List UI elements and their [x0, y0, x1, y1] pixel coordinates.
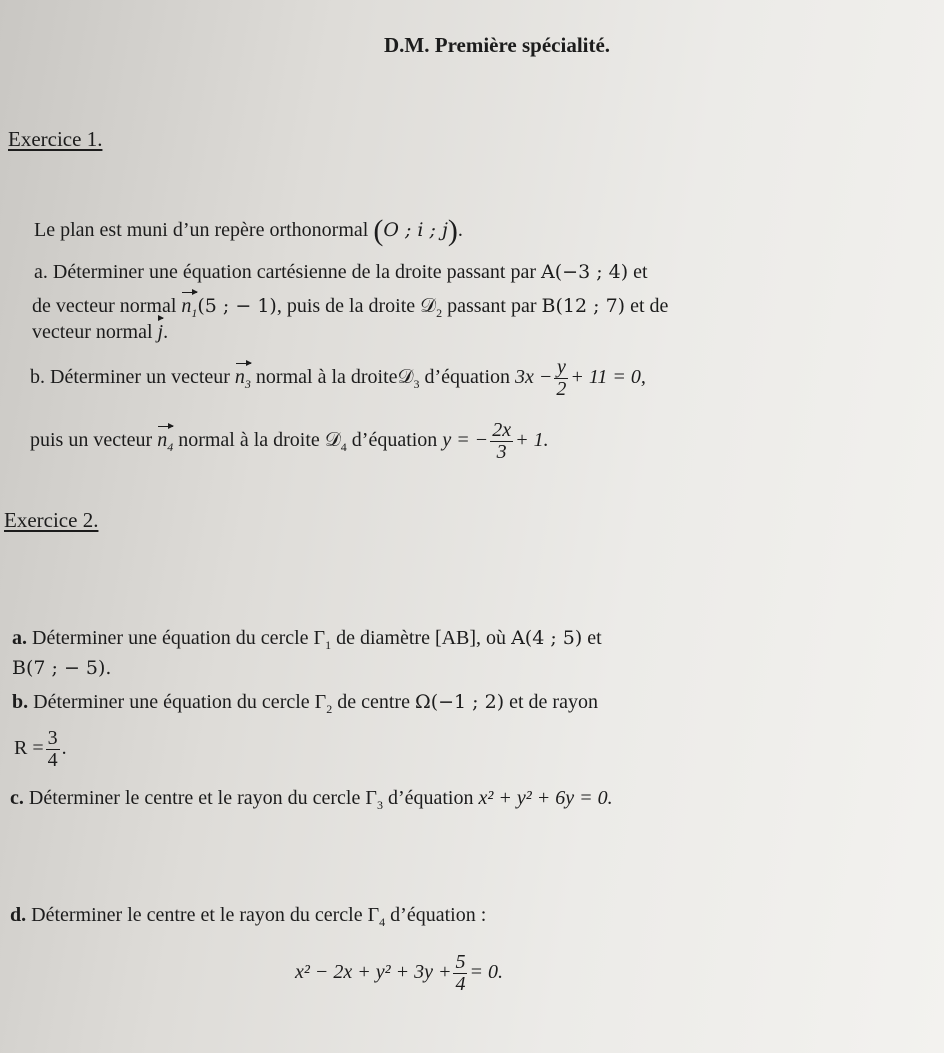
ex1-a-text2a: de vecteur normal	[32, 295, 177, 317]
vector-n1: $n_1$	[181, 288, 197, 325]
ex2-b-text3: et de rayon	[509, 691, 598, 713]
ex1-a-et: et	[633, 261, 648, 283]
ex1-a-text3: vecteur normal	[32, 321, 153, 343]
circle-gamma-2: $\Gamma_2$	[314, 691, 333, 716]
ex1-a-text1: Déterminer une équation cartésienne de la droite passant par	[52, 261, 537, 283]
line-d4: 𝒟$_4$	[324, 429, 347, 455]
ex1-b-text3: d’équation	[424, 366, 511, 389]
ex1-b-line1	[30, 357, 646, 400]
ex2-b-text2: de centre	[337, 691, 410, 713]
ex2-a-line1	[12, 626, 602, 657]
vector-n4: $n_4$	[157, 422, 173, 459]
ex2-c-text1: Déterminer le centre et le rayon du cercle	[28, 787, 361, 809]
ex1-frame: O ; i ; j	[383, 219, 448, 241]
ex1-point-b: B(12 ; 7)	[541, 295, 626, 317]
ex2-b-line1	[12, 690, 598, 721]
ex2-d-text1: Déterminer le centre et le rayon du cercle	[31, 904, 363, 926]
ex1-n1-coords: (5 ; − 1)	[197, 295, 277, 317]
circle-gamma-1: $\Gamma_1$	[313, 627, 332, 652]
ex1-a-text2c: passant par	[447, 295, 537, 317]
ex2-d-label: d.	[10, 904, 27, 926]
ex2-center: Ω(−1 ; 2)	[414, 691, 505, 713]
ex2-a-et: et	[587, 627, 602, 649]
equation-gamma-3: x² + y² + 6y = 0.	[478, 787, 613, 809]
circle-gamma-3: $\Gamma_3$	[365, 787, 383, 812]
line-d3: 𝒟$_3$	[397, 366, 420, 392]
ex2-b-text1: Déterminer une équation du cercle	[33, 691, 310, 713]
ex1-a-line3: vecteur normal j.	[32, 314, 168, 344]
ex1-b-text6: d’équation	[351, 429, 438, 452]
ex1-b-text4: puis un vecteur	[30, 429, 153, 452]
ex2-d-text2: d’équation :	[390, 904, 487, 926]
ex1-b-label: b.	[30, 366, 45, 389]
ex2-d-line1	[10, 903, 486, 934]
equation-d4: y = − $\frac{2x}{3}$ + 1.	[442, 419, 549, 463]
ex2-a-line2	[12, 656, 111, 680]
circle-gamma-4: $\Gamma_4$	[367, 904, 386, 929]
ex2-a-text2: de diamètre [AB], où	[336, 627, 507, 649]
ex2-point-b: B(7 ; − 5).	[12, 657, 112, 679]
ex2-a-label: a.	[12, 627, 27, 649]
equation-d3: 3x − $\frac{y}{2}$ + 11 = 0,	[515, 356, 646, 400]
equation-gamma-4: x² − 2x + y² + 3y + $\frac{5}{4}$ = 0.	[295, 951, 503, 995]
ex2-point-a: A(4 ; 5)	[511, 627, 583, 649]
vector-n3: $n_3$	[235, 359, 251, 396]
exercise-2-heading: Exercice 2.	[4, 508, 99, 532]
ex2-c-line	[10, 786, 613, 817]
ex2-b-radius: R = $\frac{3}{4}$ .	[14, 727, 67, 771]
ex1-b-line2	[30, 420, 549, 463]
ex1-b-text1: Déterminer un vecteur	[50, 366, 230, 389]
ex1-a-label: a.	[34, 261, 48, 283]
ex1-intro-text: Le plan est muni d’un repère orthonormal	[34, 219, 369, 241]
ex1-a-text2b: , puis de la droite	[276, 295, 416, 317]
exercise-1-heading: Exercice 1.	[8, 127, 103, 151]
vector-j: j	[158, 314, 164, 344]
ex2-c-label: c.	[10, 787, 24, 809]
ex2-c-text2: d’équation	[387, 787, 474, 809]
ex1-a-et-de: et de	[630, 295, 669, 317]
ex2-b-label: b.	[12, 691, 29, 713]
ex2-a-text1: Déterminer une équation du cercle	[32, 627, 309, 649]
line-d2: 𝒟$_2$	[420, 295, 443, 320]
ex1-b-text5: normal à la droite	[178, 429, 320, 452]
ex1-point-a: A(−3 ; 4)	[541, 261, 629, 283]
page-title: D.M. Première spécialité.	[384, 33, 611, 57]
ex1-intro: Le plan est muni d’un repère orthonormal (O ; i ; j).	[34, 214, 463, 247]
ex1-b-text2: normal à la droite	[255, 366, 398, 389]
ex1-a-line1	[34, 260, 648, 284]
